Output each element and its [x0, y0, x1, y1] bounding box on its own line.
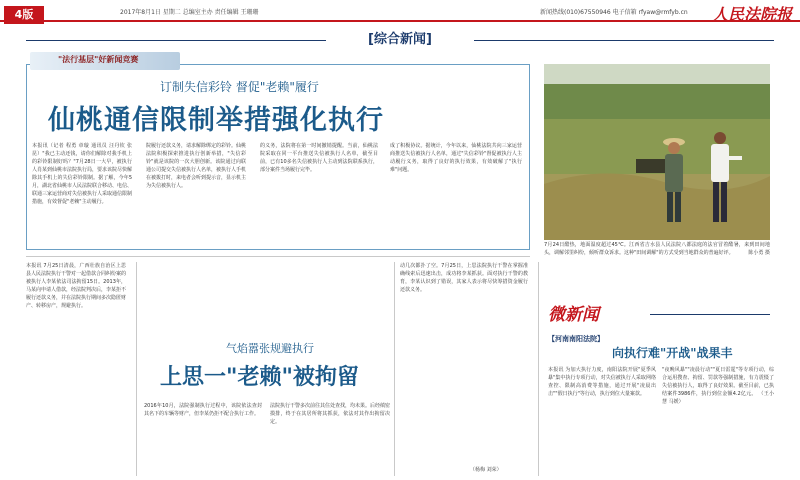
main-article-column-4: 成了积极协议。据统计，今年以来，仙桃法院共向三家运营商推送失信被执行人名单，通过"失信彩铃"督促被执行人主动履行义务，取得了良好的执行效果，有效破解了"执行难"问题。: [390, 143, 522, 173]
weiblock-column-2-text: "夜晚风暴""凌晨行动""夏日雷霆"等专项行动，综合运用搜查、拘留、罚款等强制措施，有力震慑了失信被执行人，取得了良好效果。截至目前，已执结案件3986件，执行到位金额4.2亿元。: [662, 367, 774, 397]
newspaper-masthead: 人民法院报: [712, 5, 793, 24]
main-article-column-2: 院履行还款义务，请求解除绑定的彩铃。仙桃法院积极探索推进执行创新举措，"失信彩铃"就是该院的一次大胆创新。该院通过向联通公司提交失信被执行人名单，被执行人手机在被拨打时，来电者会听到提示音，显示机主为失信被执行人。: [146, 143, 246, 189]
competition-banner-text: "法行基层"好新闻竞赛: [58, 55, 139, 64]
news-photo: [544, 64, 770, 240]
weiblock-byline: （王小慧 马媛）: [662, 391, 774, 405]
lower-article-headline: 上思一"老赖"被拘留: [160, 365, 359, 390]
lower-article-column-2: 2016年10月，法院强制执行过程中，该院依法查封其名下的车辆等财产，但李某仍拒不配合执行工作。: [144, 403, 262, 417]
lower-article-column-1: 本报讯 7月25日清晨，广西壮族自治区上思县人民法院执行干警对一起借款合同纠纷案的被执行人李某依法司法拘留15日。2013年，马某向申请人借款，经法院判决后，李某拒不履行还款义务，并在法院执行期间多次隐匿财产、转移房产，规避执行。: [26, 263, 126, 309]
section-rule-left: [26, 40, 326, 41]
lower-column-divider-1: [136, 262, 137, 476]
lower-article-column-3: 法院执行干警多次前往其住处查找，均未果。后经缜密摸排，终于在其居所将其抓获，依法对其作出拘留决定。: [270, 403, 390, 425]
header-contact-info: 新闻热线(010)67550946 电子信箱 rfyaw@rmfyb.cn: [540, 9, 688, 16]
field-scene-illustration: [544, 64, 770, 240]
photo-caption: [544, 242, 770, 257]
weiblock-rule: [650, 314, 770, 315]
weiblock-title: 微新闻: [548, 305, 599, 325]
section-rule-right: [474, 40, 774, 41]
main-article-subtitle: 订制失信彩铃 督促"老赖"履行: [160, 80, 319, 94]
photo-caption-text: 7月24日酷热，地面温度超过45℃。江西省吉水县人民法院八都法庭的法官冒着酷暑，来到田间地头，调解邻里纠纷，倾听群众诉求。这种"田间调解"的方式受到当地群众的普遍好评。: [544, 242, 770, 256]
main-article-column-1: 本报讯（记者 程勇 章璇 通讯员 汪丹钦 张昆）"我已主动还钱，请你们解除对我手机上的彩铃限制好吗？"7月28日一大早，被执行人肖某到仙桃市法院执行局，要求该院尽快解除其手机上的失信彩铃限制。据了解，今年5月，湖北省仙桃市人民法院联合移动、电信、联通三家运营商对失信被执行人采取通信限制措施，有效督促"老赖"主动履行。: [32, 143, 132, 205]
page-number-badge: 4版: [4, 6, 44, 24]
weiblock-source: 【河南南阳法院】: [548, 335, 604, 343]
weiblock-column-2: [662, 366, 774, 478]
lower-divider: [26, 256, 530, 257]
weiblock-column-1: 本报讯 为加大执行力度，南阳法院开展"夏季风暴"集中执行专项行动，对失信被执行人采取网络查控、限制高消费等措施，通过开展"凌晨出击""假日执行"等行动，执行到位大量案款。: [548, 367, 656, 397]
right-column-divider: [538, 262, 539, 476]
lower-article-column-4: 动几次都扑了空。7月25日，上思法院执行干警在掌握准确线索后迅速出击，成功将李某抓获。面对执行干警的教育，李某认识到了错误，其家人表示将尽快筹措资金履行还款义务。: [400, 263, 528, 293]
header-date-info: 2017年8月1日 星期二 总编室主办 责任编辑 王珊珊: [120, 9, 259, 16]
weiblock-headline: 向执行难"开战"战果丰: [612, 346, 733, 360]
section-title: [综合新闻]: [368, 32, 432, 47]
photo-credit: 陈小勇 摄: [748, 249, 770, 256]
lower-article-subtitle: 气焰嚣张规避执行: [226, 342, 314, 355]
lower-article-byline: （杨梅 刘荣）: [470, 467, 502, 473]
main-article-column-3: 的义务，法院将在第一时间撤销提醒。当前，仙桃法院采取在同一平台推送失信被执行人名单，截至目前，已有10多名失信被执行人主动到法院联系执行，部分案件当场履行完毕。: [260, 143, 378, 173]
main-article-headline: 仙桃通信限制举措强化执行: [48, 105, 384, 136]
lower-column-divider-2: [394, 262, 395, 476]
